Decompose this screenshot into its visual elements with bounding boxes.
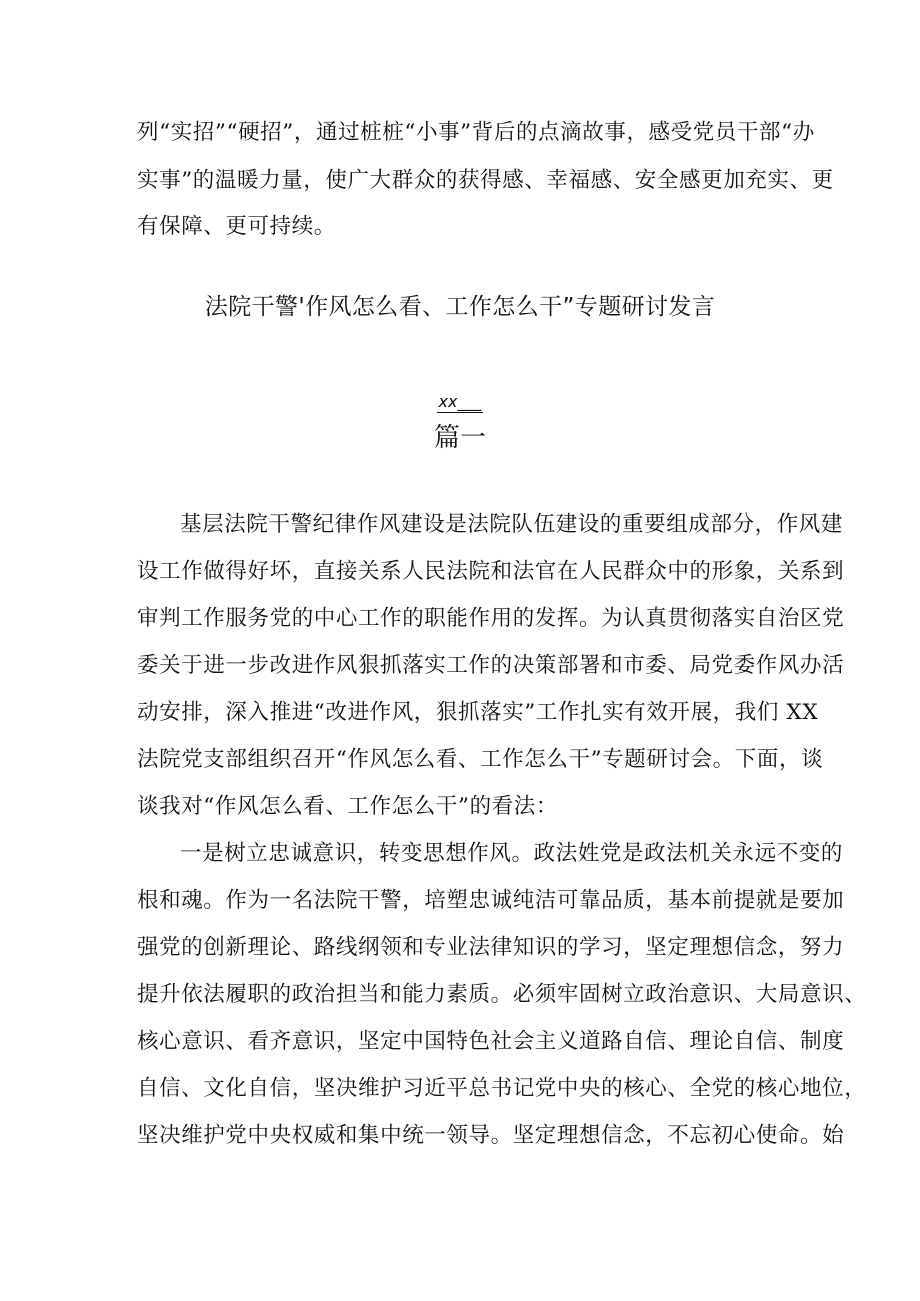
- paragraph-2-line: 自信、文化自信，坚决维护习近平总书记党中央的核心、全党的核心地位，: [137, 1076, 867, 1101]
- paragraph-1-line: 动安排，深入推进“改进作风，狠抓落实”工作扎实有效开展，我们 XX: [137, 700, 819, 725]
- section-heading: 篇一: [433, 423, 486, 453]
- document-title: 法院干警'作风怎么看、工作怎么干”专题研讨发言: [204, 294, 716, 320]
- paragraph-2-line: 强党的创新理论、路线纲领和专业法律知识的学习，坚定理想信念，努力: [137, 935, 845, 960]
- paragraph-2-line: 一是树立忠诚意识，转变思想作风。政法姓党是政法机关永远不变的: [180, 841, 844, 866]
- paragraph-2-line: 坚决维护党中央权威和集中统一领导。坚定理想信念，不忘初心使命。始: [137, 1123, 845, 1148]
- paragraph-1-line: 基层法院干警纪律作风建设是法院队伍建设的重要组成部分，作风建: [180, 512, 844, 537]
- top-paragraph-line: 有保障、更可持续。: [137, 214, 336, 239]
- top-paragraph-line: 列“实招”“硬招”，通过桩桩“小事”背后的点滴故事，感受党员干部“办: [137, 120, 815, 145]
- paragraph-1-line: 审判工作服务党的中心工作的职能作用的发挥。为认真贯彻落实自治区党: [137, 606, 845, 631]
- author-line: [0, 392, 920, 413]
- top-paragraph-line: 实事”的温暖力量，使广大群众的获得感、幸福感、安全感更加充实、更: [137, 168, 834, 193]
- author-name: xx___: [438, 392, 482, 411]
- paragraph-1-line: 谈我对“作风怎么看、工作怎么干”的看法：: [137, 794, 558, 819]
- paragraph-1-line: 委关于进一步改进作风狠抓落实工作的决策部署和市委、局党委作风办活: [137, 653, 845, 678]
- paragraph-1-line: 设工作做得好坏，直接关系人民法院和法官在人民群众中的形象，关系到: [137, 559, 845, 584]
- paragraph-2-line: 核心意识、看齐意识，坚定中国特色社会主义道路自信、理论自信、制度: [137, 1029, 845, 1054]
- paragraph-1-line: 法院党支部组织召开“作风怎么看、工作怎么干”专题研讨会。下面，谈: [137, 747, 824, 772]
- paragraph-2-line: 提升依法履职的政治担当和能力素质。必须牢固树立政治意识、大局意识、: [137, 982, 867, 1007]
- paragraph-2-line: 根和魂。作为一名法院干警，培塑忠诚纯洁可靠品质，基本前提就是要加: [137, 888, 845, 913]
